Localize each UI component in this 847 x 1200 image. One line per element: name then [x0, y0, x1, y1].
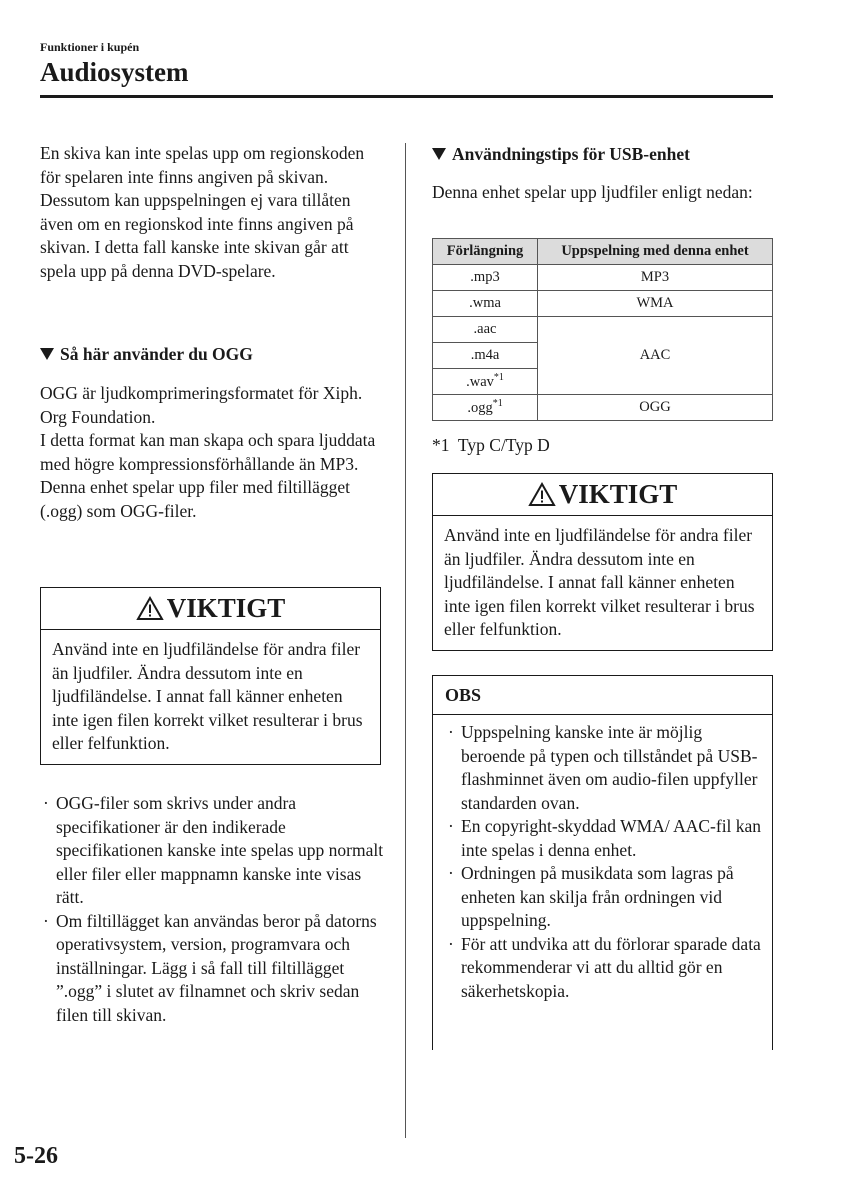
triangle-bullet-icon [40, 348, 54, 360]
obs-header: OBS [433, 676, 772, 715]
table-cell: WMA [538, 291, 773, 317]
warning-box-right [432, 473, 773, 651]
usb-heading: Användningstips för USB-enhet [432, 143, 772, 167]
left-bullet-list [40, 792, 385, 1027]
section-label: Funktioner i kupén [40, 40, 140, 54]
list-item: · En copyright-skyddad WMA/ AAC-fil kan inte spelas i denna enhet. [448, 816, 762, 860]
list-item: · För att undvika att du förlorar sparade data rekommenderar vi att du alltid gör en säkerhetskopia. [448, 933, 761, 1001]
table-cell: MP3 [538, 265, 773, 291]
table-cell: .mp3 [433, 265, 538, 291]
page-number: 5-26 [14, 1143, 58, 1169]
warning-text: Använd inte en ljudfiländelse för andra filer än ljudfiler. Ändra dessutom inte en ljudfiländelse. I annat fall känner enheten inte igen filen korrekt vilket resulterar i brus eller felfunktion. [52, 639, 363, 753]
table-cell: AAC [538, 317, 773, 395]
table-cell: .m4a [433, 343, 538, 369]
table-cell: .ogg$^{*1}$ [433, 395, 538, 421]
warning-header: VIKTIGT [433, 474, 772, 516]
ogg-paragraph: OGG är ljudkomprimeringsformatet för Xiph. Org Foundation. I detta format kan man skapa och spara ljuddata med högre kompressionsförhållande än MP3. Denna enhet spelar upp filer med filtillägget (.ogg) som OGG-filer. [40, 383, 376, 521]
list-item: · OGG-filer som skrivs under andra specifikationer är den indikerade specifikationen kanske inte spelas upp normalt eller filer eller mappnamn kanske inte visas rätt. [43, 793, 384, 907]
table-row [433, 395, 773, 421]
column-header: Uppspelning med denna enhet [538, 239, 773, 265]
table-row [433, 291, 773, 317]
table-header-row [433, 239, 773, 265]
column-divider [405, 143, 406, 1138]
table-cell: OGG [538, 395, 773, 421]
title-rule [40, 95, 773, 98]
triangle-bullet-icon [432, 148, 446, 160]
list-item: · Uppspelning kanske inte är möjlig beroende på typen och tillståndet på USB-flashminnet även om audio-filen uppfyller standarden ovan. [448, 722, 758, 813]
table-cell: .wav$^{*1}$ [433, 369, 538, 395]
table-cell: .wma [433, 291, 538, 317]
usb-intro: Denna enhet spelar upp ljudfiler enligt nedan: [432, 182, 753, 202]
warning-header: VIKTIGT [41, 588, 380, 630]
footnote-mark: *1 [492, 398, 503, 410]
intro-paragraph: En skiva kan inte spelas upp om regionskoden för spelaren inte finns angiven på skivan. Dessutom kan uppspelningen ej vara tillåten även om en regionskod inte finns angiven på skivan. I detta fall kanske inte skivan går att spela upp på denna DVD-spelare. [40, 143, 365, 281]
table-cell: .aac [433, 317, 538, 343]
ogg-heading: Så här använder du OGG [40, 343, 385, 367]
obs-body [433, 715, 772, 1003]
extension-table [432, 238, 773, 421]
table-row [433, 265, 773, 291]
warning-triangle-icon [528, 482, 556, 507]
warning-box-left [40, 587, 381, 765]
warning-text: Använd inte en ljudfiländelse för andra filer än ljudfiler. Ändra dessutom inte en ljudfiländelse. I annat fall känner enheten inte igen filen korrekt vilket resulterar i brus eller felfunktion. [444, 525, 755, 639]
warning-triangle-icon [136, 596, 164, 621]
footnote-mark: *1 [493, 372, 504, 384]
column-header: Förlängning [433, 239, 538, 265]
table-footnote: *1 Typ C/Typ D [432, 435, 550, 455]
page-title: Audiosystem [40, 57, 189, 87]
list-item: · Om filtillägget kan användas beror på datorns operativsystem, version, programvara och inställningar. Lägg i så fall till filtillägget ”.ogg” i slutet av filnamnet och skriv sedan filen till skivan. [43, 910, 377, 1025]
table-row [433, 317, 773, 343]
obs-box [432, 675, 773, 1050]
list-item: · Ordningen på musikdata som lagras på enheten kan skilja från ordningen vid uppspelning. [448, 863, 734, 930]
